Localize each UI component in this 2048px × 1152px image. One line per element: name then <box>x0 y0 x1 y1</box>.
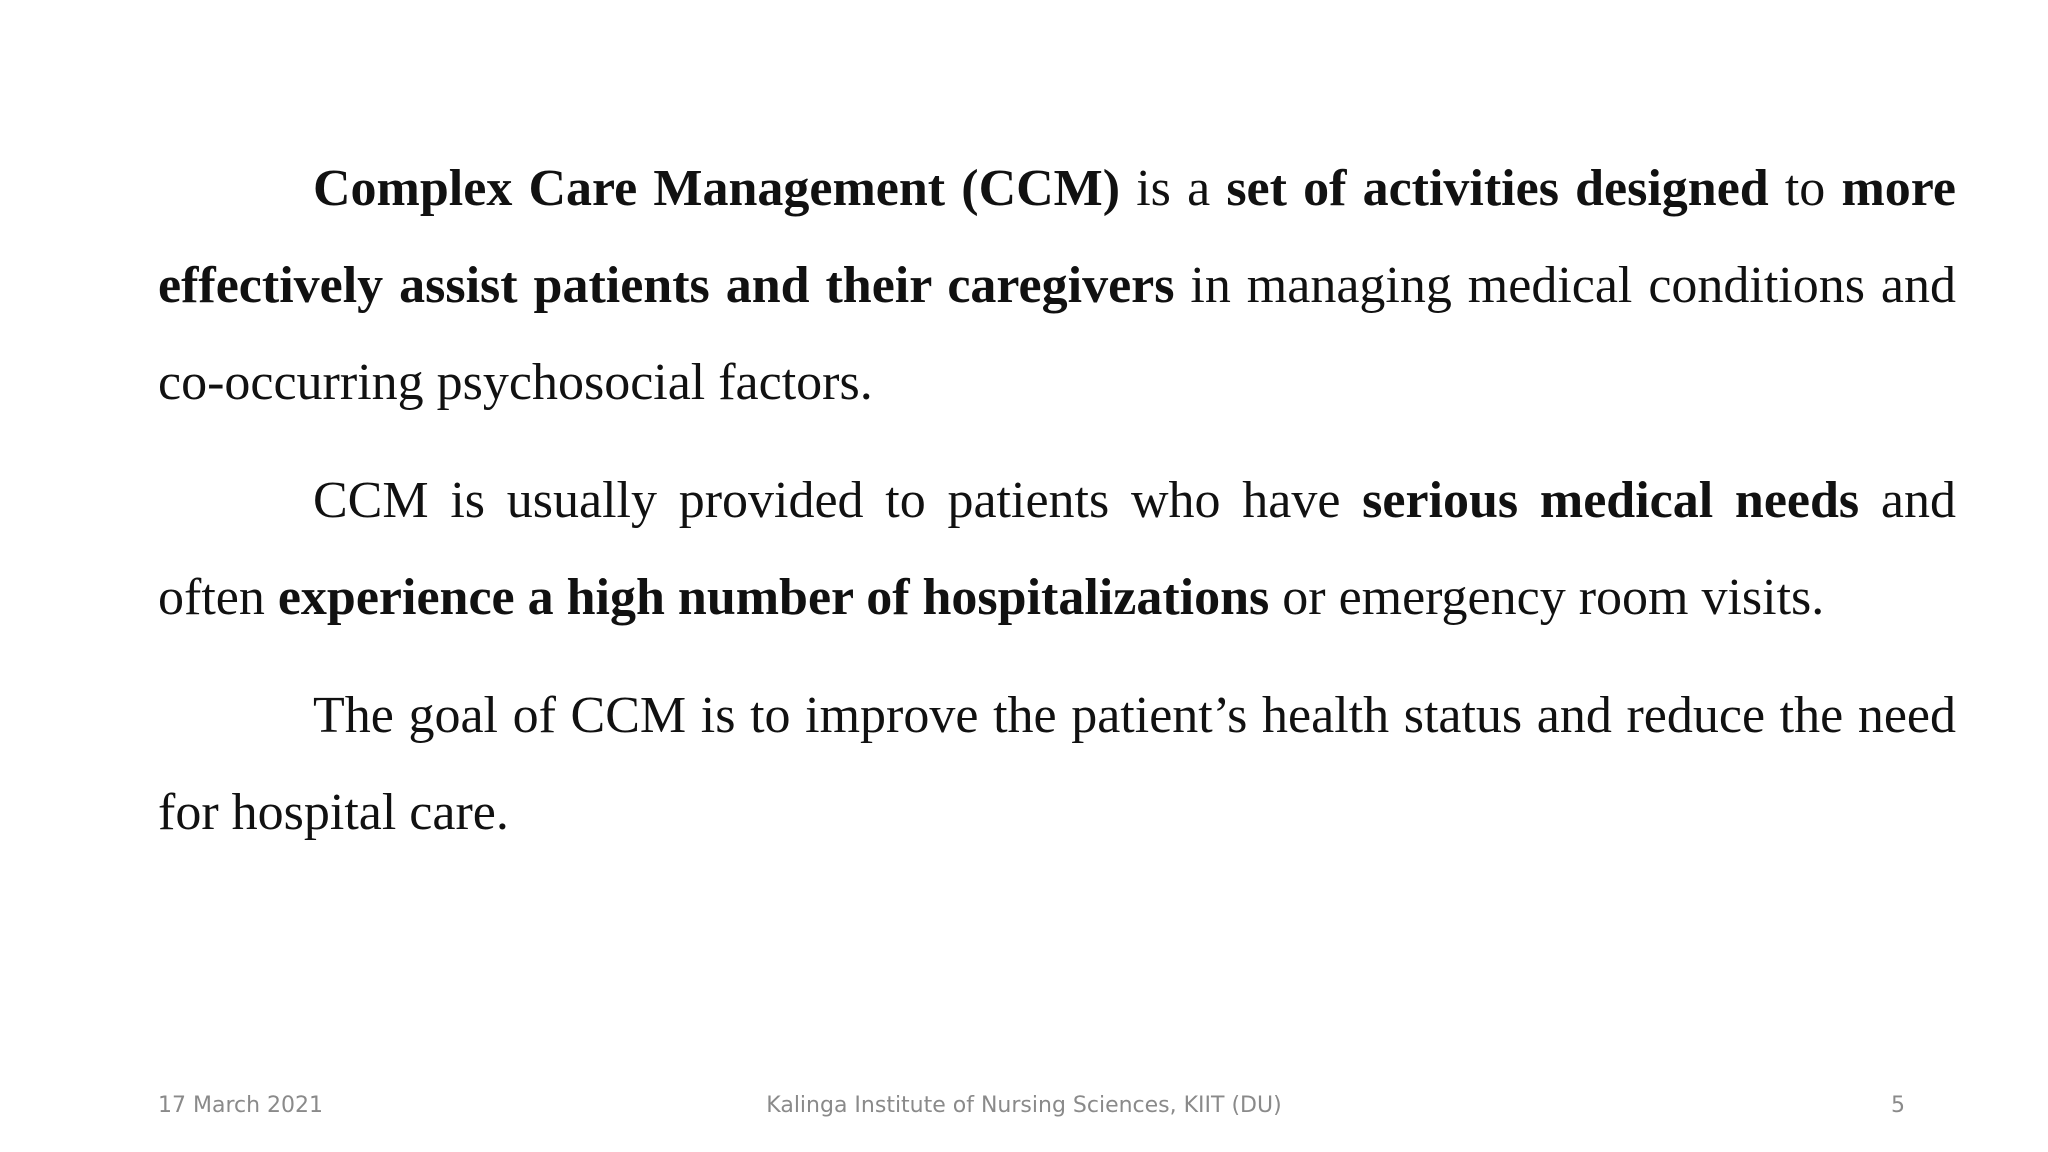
bold-text: experience a high number of hospitalizations <box>277 569 1270 626</box>
bold-text: Complex Care Management (CCM) <box>313 160 1121 217</box>
footer-page-number: 5 <box>1891 1093 1905 1118</box>
text-run: to <box>1768 160 1842 217</box>
slide-body <box>158 140 1956 882</box>
text-run: CCM is usually provided to patients who have <box>313 472 1363 529</box>
footer-institution: Kalinga Institute of Nursing Sciences, KIIT (DU) <box>766 1093 1282 1118</box>
text-run: is a <box>1120 160 1227 217</box>
paragraph-ccm-recipients <box>158 452 1956 646</box>
text-run: or emergency room visits. <box>1269 569 1825 626</box>
text-run: in managing medical conditions and co-occurring psychosocial factors. <box>158 257 1956 411</box>
paragraph-ccm-goal <box>158 667 1956 861</box>
footer-date: 17 March 2021 <box>158 1093 324 1118</box>
bold-text: set of activities designed <box>1226 160 1769 217</box>
bold-text: more effectively assist patients and their caregivers <box>158 160 1957 314</box>
text-run: and often <box>158 472 1956 626</box>
text-run: The goal of CCM is to improve the patient’s health status and reduce the need for hospital care. <box>158 687 1956 841</box>
paragraph-ccm-definition <box>158 140 1956 431</box>
bold-text: serious medical needs <box>1362 472 1860 529</box>
